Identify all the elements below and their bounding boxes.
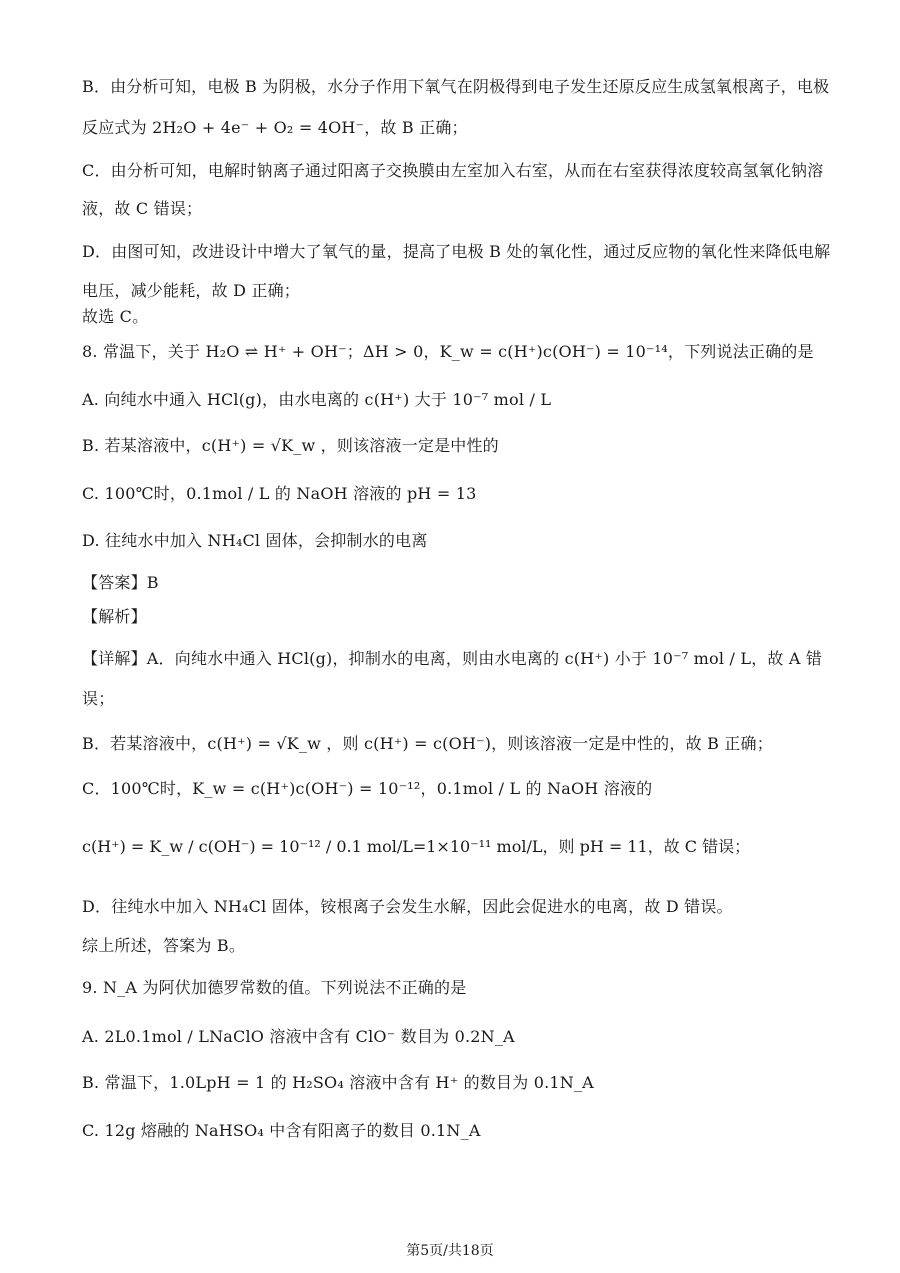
formula-line: c(H⁺) = K_w / c(OH⁻) = 10⁻¹² / 0.1 mol/L=1×10⁻¹¹ mol/L，则 pH = 11，故 C 错误；	[82, 837, 751, 856]
question-9-option-b: B. 常温下，1.0LpH = 1 的 H₂SO₄ 溶液中含有 H⁺ 的数目为 0.1N_A	[82, 1073, 594, 1092]
text-line: 反应式为 2H₂O + 4e⁻ + O₂ = 4OH⁻，故 B 正确；	[82, 118, 468, 137]
text-line: 液，故 C 错误；	[82, 199, 203, 218]
text-line: 【详解】A．向纯水中通入 HCl(g)，抑制水的电离，则由水电离的 c(H⁺) 小于 10⁻⁷ mol / L，故 A 错	[82, 649, 823, 668]
text-line: B．若某溶液中，c(H⁺) = √K_w ，则 c(H⁺) = c(OH⁻)，则该溶液一定是中性的，故 B 正确；	[82, 734, 773, 753]
question-8-option-d: D. 往纯水中加入 NH₄Cl 固体，会抑制水的电离	[82, 531, 428, 550]
question-8-stem: 8. 常温下，关于 H₂O ⇌ H⁺ + OH⁻；ΔH > 0，K_w = c(H⁺)c(OH⁻) = 10⁻¹⁴，下列说法正确的是	[82, 342, 814, 361]
text-line: 电压，减少能耗，故 D 正确；	[82, 281, 301, 300]
question-8-option-c: C. 100℃时，0.1mol / L 的 NaOH 溶液的 pH = 13	[82, 484, 477, 503]
question-9-option-a: A. 2L0.1mol / LNaClO 溶液中含有 ClO⁻ 数目为 0.2N_A	[82, 1027, 515, 1046]
text-line: B．由分析可知，电极 B 为阴极，水分子作用下氧气在阴极得到电子发生还原反应生成氢氧根离子，电极	[82, 77, 830, 96]
text-line: C．100℃时，K_w = c(H⁺)c(OH⁻) = 10⁻¹²，0.1mol / L 的 NaOH 溶液的	[82, 779, 653, 798]
question-8-option-b: B. 若某溶液中，c(H⁺) = √K_w ，则该溶液一定是中性的	[82, 436, 499, 455]
answer-label: 【答案】B	[82, 573, 159, 592]
question-9-option-c: C. 12g 熔融的 NaHSO₄ 中含有阳离子的数目 0.1N_A	[82, 1121, 481, 1140]
text-line: 误；	[82, 689, 115, 708]
question-9-stem: 9. N_A 为阿伏加德罗常数的值。下列说法不正确的是	[82, 978, 467, 997]
question-8-option-a: A. 向纯水中通入 HCl(g)，由水电离的 c(H⁺) 大于 10⁻⁷ mol / L	[82, 390, 552, 409]
page-number: 第5页/共18页	[406, 1243, 494, 1259]
text-line: 故选 C。	[82, 307, 149, 326]
text-line: D．由图可知，改进设计中增大了氧气的量，提高了电极 B 处的氧化性，通过反应物的氧化性来降低电解	[82, 242, 831, 261]
text-line: 综上所述，答案为 B。	[82, 936, 246, 955]
text-line: C．由分析可知，电解时钠离子通过阳离子交换膜由左室加入右室，从而在右室获得浓度较高氢氧化钠溶	[82, 161, 824, 180]
text-line: D．往纯水中加入 NH₄Cl 固体，铵根离子会发生水解，因此会促进水的电离，故 D 错误。	[82, 897, 733, 916]
analysis-label: 【解析】	[82, 607, 147, 626]
